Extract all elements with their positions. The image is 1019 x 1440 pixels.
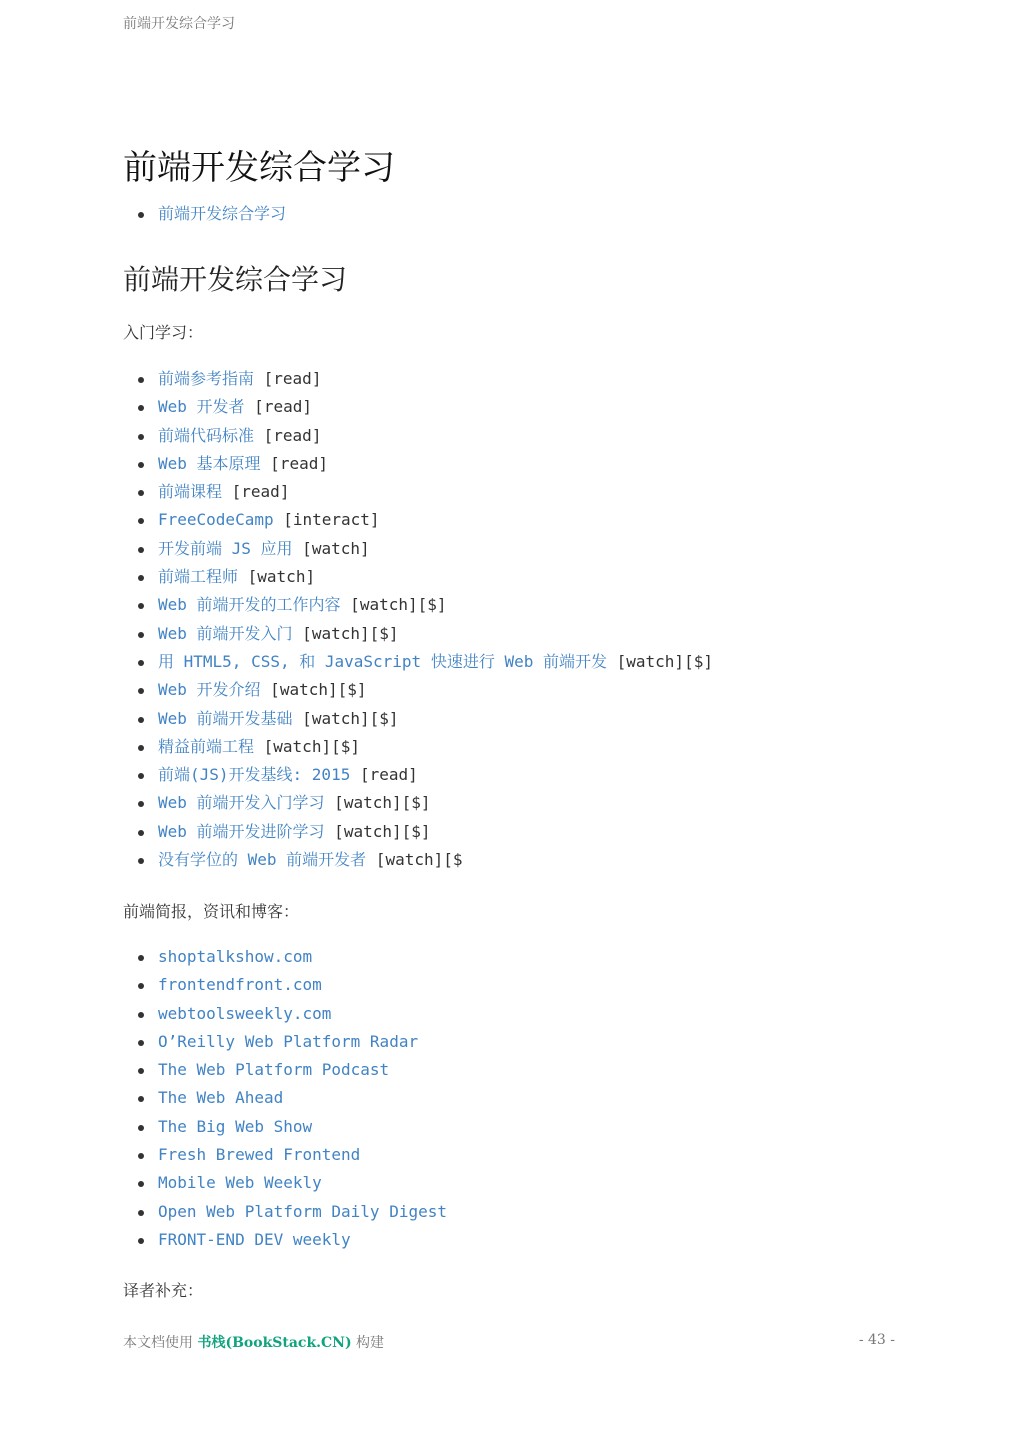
news-list-item [123, 1028, 447, 1056]
intro-list-item [123, 705, 713, 733]
intro-list-item [123, 506, 713, 534]
news-link[interactable]: Fresh Brewed Frontend [158, 1145, 361, 1165]
news-link[interactable]: Open Web Platform Daily Digest [158, 1201, 447, 1221]
intro-link[interactable]: Web 前端开发基础 [158, 708, 293, 728]
news-list-item [123, 1000, 447, 1028]
intro-link[interactable]: 用 HTML5, CSS, 和 JavaScript 快速进行 Web 前端开发 [158, 651, 607, 671]
toc-list [123, 200, 286, 228]
intro-link[interactable]: 前端代码标准 [158, 425, 255, 445]
intro-list-item [123, 789, 713, 817]
intro-label: 入门学习： [123, 323, 204, 342]
intro-tag: [watch][$] [324, 821, 431, 841]
intro-tag: [watch][$] [260, 680, 367, 700]
intro-tag: [read] [350, 765, 418, 785]
news-link[interactable]: webtoolsweekly.com [158, 1003, 332, 1023]
intro-link[interactable]: FreeCodeCamp [158, 510, 274, 530]
intro-list-item [123, 761, 713, 789]
intro-link[interactable]: 开发前端 JS 应用 [158, 538, 293, 558]
news-list-item [123, 1056, 447, 1084]
intro-list-item [123, 846, 713, 874]
intro-tag: [watch][$] [292, 623, 399, 643]
page-title: 前端开发综合学习 [123, 148, 395, 188]
news-list-item [123, 1141, 447, 1169]
intro-list-item [123, 535, 713, 563]
news-link[interactable]: The Web Platform Podcast [158, 1060, 390, 1080]
intro-tag: [watch][$] [340, 595, 447, 615]
intro-list-item [123, 450, 713, 478]
intro-tag: [read] [254, 425, 322, 445]
news-label: 前端简报，资讯和博客： [123, 902, 300, 921]
intro-link[interactable]: 没有学位的 Web 前端开发者 [158, 850, 367, 870]
translator-label: 译者补充： [123, 1281, 204, 1300]
section-title: 前端开发综合学习 [123, 263, 348, 296]
intro-tag: [watch][$] [607, 651, 713, 671]
footer-brand-link[interactable]: 书栈(BookStack.CN) [197, 1335, 352, 1351]
intro-tag: [watch][$] [254, 736, 360, 756]
intro-list-item [123, 365, 713, 393]
intro-list-item [123, 478, 713, 506]
intro-list-item [123, 620, 713, 648]
intro-tag: [watch][$ [366, 850, 463, 870]
intro-tag: [watch][$] [324, 793, 431, 813]
intro-list-item [123, 818, 713, 846]
intro-link[interactable]: 精益前端工程 [158, 736, 255, 756]
news-list-item [123, 971, 447, 999]
news-link[interactable]: O’Reilly Web Platform Radar [158, 1031, 419, 1051]
intro-list-item [123, 676, 713, 704]
intro-tag: [watch][$] [292, 708, 399, 728]
intro-tag: [read] [244, 397, 312, 417]
intro-link[interactable]: Web 基本原理 [158, 453, 261, 473]
intro-link[interactable]: Web 前端开发入门学习 [158, 793, 325, 813]
intro-tag: [watch] [292, 538, 370, 558]
intro-link[interactable]: 前端(JS)开发基线: 2015 [158, 765, 351, 785]
intro-link[interactable]: Web 前端开发的工作内容 [158, 595, 341, 615]
toc-link[interactable]: 前端开发综合学习 [158, 204, 287, 223]
news-link[interactable]: shoptalkshow.com [158, 947, 313, 966]
intro-link[interactable]: 前端工程师 [158, 567, 239, 587]
intro-tag: [watch] [238, 567, 316, 587]
intro-link[interactable]: Web 前端开发进阶学习 [158, 821, 325, 841]
news-link[interactable]: The Web Ahead [158, 1088, 284, 1108]
news-link[interactable]: FRONT-END DEV weekly [158, 1229, 351, 1249]
footer [123, 1332, 384, 1352]
toc-item [123, 200, 286, 228]
intro-list-item [123, 422, 713, 450]
news-link[interactable]: frontendfront.com [158, 975, 322, 995]
news-link[interactable]: The Big Web Show [158, 1116, 313, 1136]
news-list [123, 943, 447, 1254]
news-list-item [123, 1198, 447, 1226]
intro-list-item [123, 648, 713, 676]
intro-tag: [interact] [273, 510, 380, 530]
intro-list [123, 365, 713, 874]
intro-tag: [read] [222, 482, 290, 502]
intro-list-item [123, 393, 713, 421]
intro-list-item [123, 563, 713, 591]
news-link[interactable]: Mobile Web Weekly [158, 1173, 322, 1193]
intro-link[interactable]: 前端课程 [158, 482, 223, 502]
news-list-item [123, 1084, 447, 1112]
intro-link[interactable]: 前端参考指南 [158, 369, 255, 388]
intro-tag: [read] [254, 369, 322, 388]
footer-suffix: 构建 [351, 1335, 385, 1351]
intro-link[interactable]: Web 开发者 [158, 397, 245, 417]
intro-link[interactable]: Web 开发介绍 [158, 680, 261, 700]
news-list-item [123, 1113, 447, 1141]
page-number: - 43 - [858, 1332, 895, 1348]
news-list-item [123, 943, 447, 971]
intro-list-item [123, 733, 713, 761]
intro-tag: [read] [260, 453, 328, 473]
footer-prefix: 本文档使用 [123, 1335, 198, 1351]
news-list-item [123, 1226, 447, 1254]
running-header: 前端开发综合学习 [123, 16, 235, 32]
intro-link[interactable]: Web 前端开发入门 [158, 623, 293, 643]
news-list-item [123, 1169, 447, 1197]
intro-list-item [123, 591, 713, 619]
